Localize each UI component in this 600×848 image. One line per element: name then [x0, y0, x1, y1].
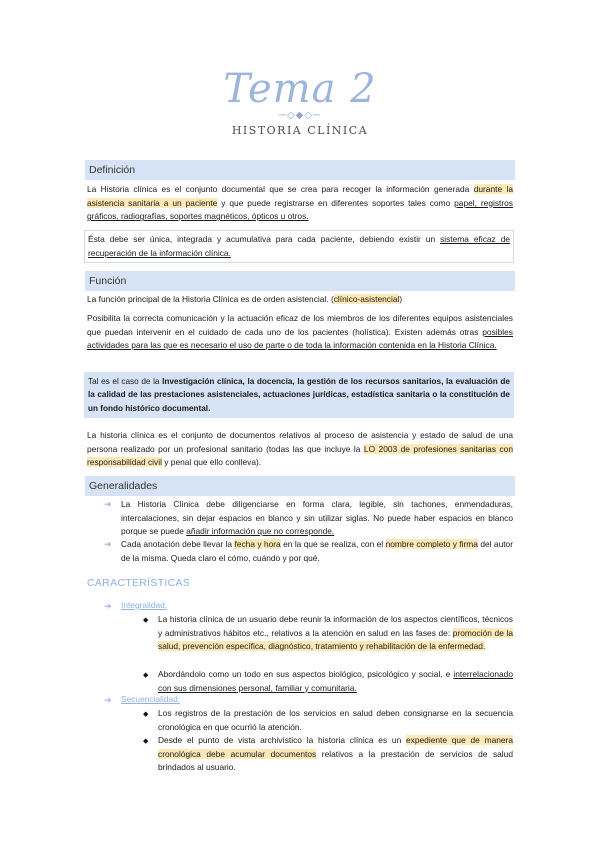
highlight-run: LO 2003 de profesiones sanitarias con responsabilidad civil	[87, 443, 513, 468]
definicion-box	[84, 230, 514, 263]
highlight-run: nombre completo y firma	[385, 539, 478, 549]
page-title: Tema 2	[223, 66, 377, 112]
funcion-paragraph-2	[87, 312, 513, 353]
section-heading-definicion: Definición	[85, 160, 515, 180]
section-heading-caracteristicas: CARACTERÍSTICAS	[87, 577, 191, 589]
text-run: La Historia clínica es el conjunto documental que se crea para recoger la información generada	[87, 184, 474, 194]
bold-run: Investigación clínica, la docencia, la gestión de los recursos sanitarios, la evaluación de la calidad de las prestaciones asistenciales, actuaciones jurídicas, estadística sanitaria o la constitución de un fondo histórico documental.	[88, 377, 510, 413]
underline-run: interrelacionado con sus dimensiones personal, familiar y comunitaria.	[158, 669, 513, 693]
page-subtitle: HISTORIA CLÍNICA	[231, 124, 369, 137]
highlight-run: promoción de la salud, prevención específica, diagnóstico, tratamiento y rehabilitación de la enfermedad.	[158, 627, 514, 652]
integralidad-label: Integralidad:	[121, 600, 168, 610]
section-heading-funcion: Función	[85, 271, 515, 291]
secuencialidad-bullet-2	[158, 734, 513, 775]
generalidades-item-2	[121, 538, 513, 565]
arrow-bullet-icon: ➔	[104, 499, 112, 509]
underline-run: posibles actividades para las que es necesario el uso de parte o de toda la información contenida en la Historia Clínica.	[87, 326, 513, 351]
text-run: Abordándolo como un todo en sus aspectos biológico, psicológico y social, e	[158, 669, 454, 679]
underline-run: papel, registros gráficos, radiografías, soportes magnéticos, ópticos u otros.	[87, 197, 513, 222]
integralidad-bullet-1	[158, 613, 513, 654]
secuencialidad-label: Secuencialidad:	[121, 694, 181, 704]
underline-run: añadir información que no corresponde.	[186, 526, 335, 537]
integralidad-bullet-2	[158, 668, 513, 695]
text-run: La historia clínica de un usuario debe reunir la información de los aspectos científicos, técnicos y administrativos hábitos etc., relativos a la atención en salud en las fases de:	[158, 614, 513, 638]
text-run: y que puede registrarse en diferentes soportes tales como	[217, 197, 455, 208]
generalidades-item-1	[121, 498, 513, 539]
text-run: del autor de la misma. Queda claro el cómo, cuándo y por qué.	[121, 539, 513, 563]
text-run: Tal es el caso de la	[88, 377, 163, 386]
text-run: La Historia Clínica debe diligenciarse en forma clara, legible, sin tachones, enmendaduras, intercalaciones, sin dejar espacios en blanco y sin utilizar siglas. No puede haber espacios en blanco porque se puede	[121, 499, 513, 537]
text-run: Ésta debe ser única, integrada y acumulativa para cada paciente, debiendo existir un	[88, 234, 441, 244]
text-run: Cada anotación debe llevar la	[121, 539, 235, 549]
funcion-paragraph-3	[87, 429, 513, 470]
highlight-run: durante la asistencia sanitaria a un paciente	[87, 184, 513, 208]
text-run: Posibilita la correcta comunicación y la actuación eficaz de los miembros de los diferentes equipos asistenciales que puedan intervenir en el cuidado de cada uno de los pacientes (holística). Existen además otras	[87, 313, 513, 337]
text-run: Desde el punto de vista archivístico la historia clínica es un	[158, 735, 407, 745]
text-run: La historia clínica es el conjunto de documentos relativos al proceso de asistencia y estado de salud de una persona realizado por un profesional sanitario (todas las que incluye la	[87, 430, 513, 454]
underline-run: sistema eficaz de recuperación de la información clínica.	[88, 234, 511, 258]
secuencialidad-bullet-1: Los registros de la prestación de los servicios en salud deben consignarse en la secuencia cronológica en que ocurrió la atención.	[158, 708, 513, 732]
arrow-bullet-icon: ➔	[104, 695, 112, 705]
diamond-bullet-icon: ◆	[143, 672, 149, 679]
highlight-run: fecha y hora	[234, 539, 281, 549]
highlight-run: expediente que de manera cronológica debe acumular documentos	[158, 735, 513, 759]
title-ornament: ─◇◆◇─	[278, 110, 322, 121]
funcion-paragraph-1	[87, 293, 513, 307]
text-run: relativos a la prestación de servicios de salud brindados al usuario.	[158, 748, 513, 773]
definicion-paragraph	[87, 183, 513, 224]
text-run: )	[399, 294, 403, 304]
text-run: La función principal de la Historia Clínica es de orden asistencial. (	[87, 294, 334, 304]
funcion-box	[84, 372, 514, 418]
arrow-bullet-icon: ➔	[104, 601, 112, 611]
diamond-bullet-icon: ◆	[143, 711, 149, 718]
text-run: y penal que ello conlleva).	[161, 457, 262, 468]
section-heading-generalidades: Generalidades	[85, 476, 515, 496]
arrow-bullet-icon: ➔	[104, 539, 112, 549]
diamond-bullet-icon: ◆	[143, 738, 149, 745]
highlight-run: clínico-asistencial	[333, 294, 400, 304]
text-run: en la que se realiza, con el	[280, 539, 386, 549]
diamond-bullet-icon: ◆	[143, 617, 149, 624]
